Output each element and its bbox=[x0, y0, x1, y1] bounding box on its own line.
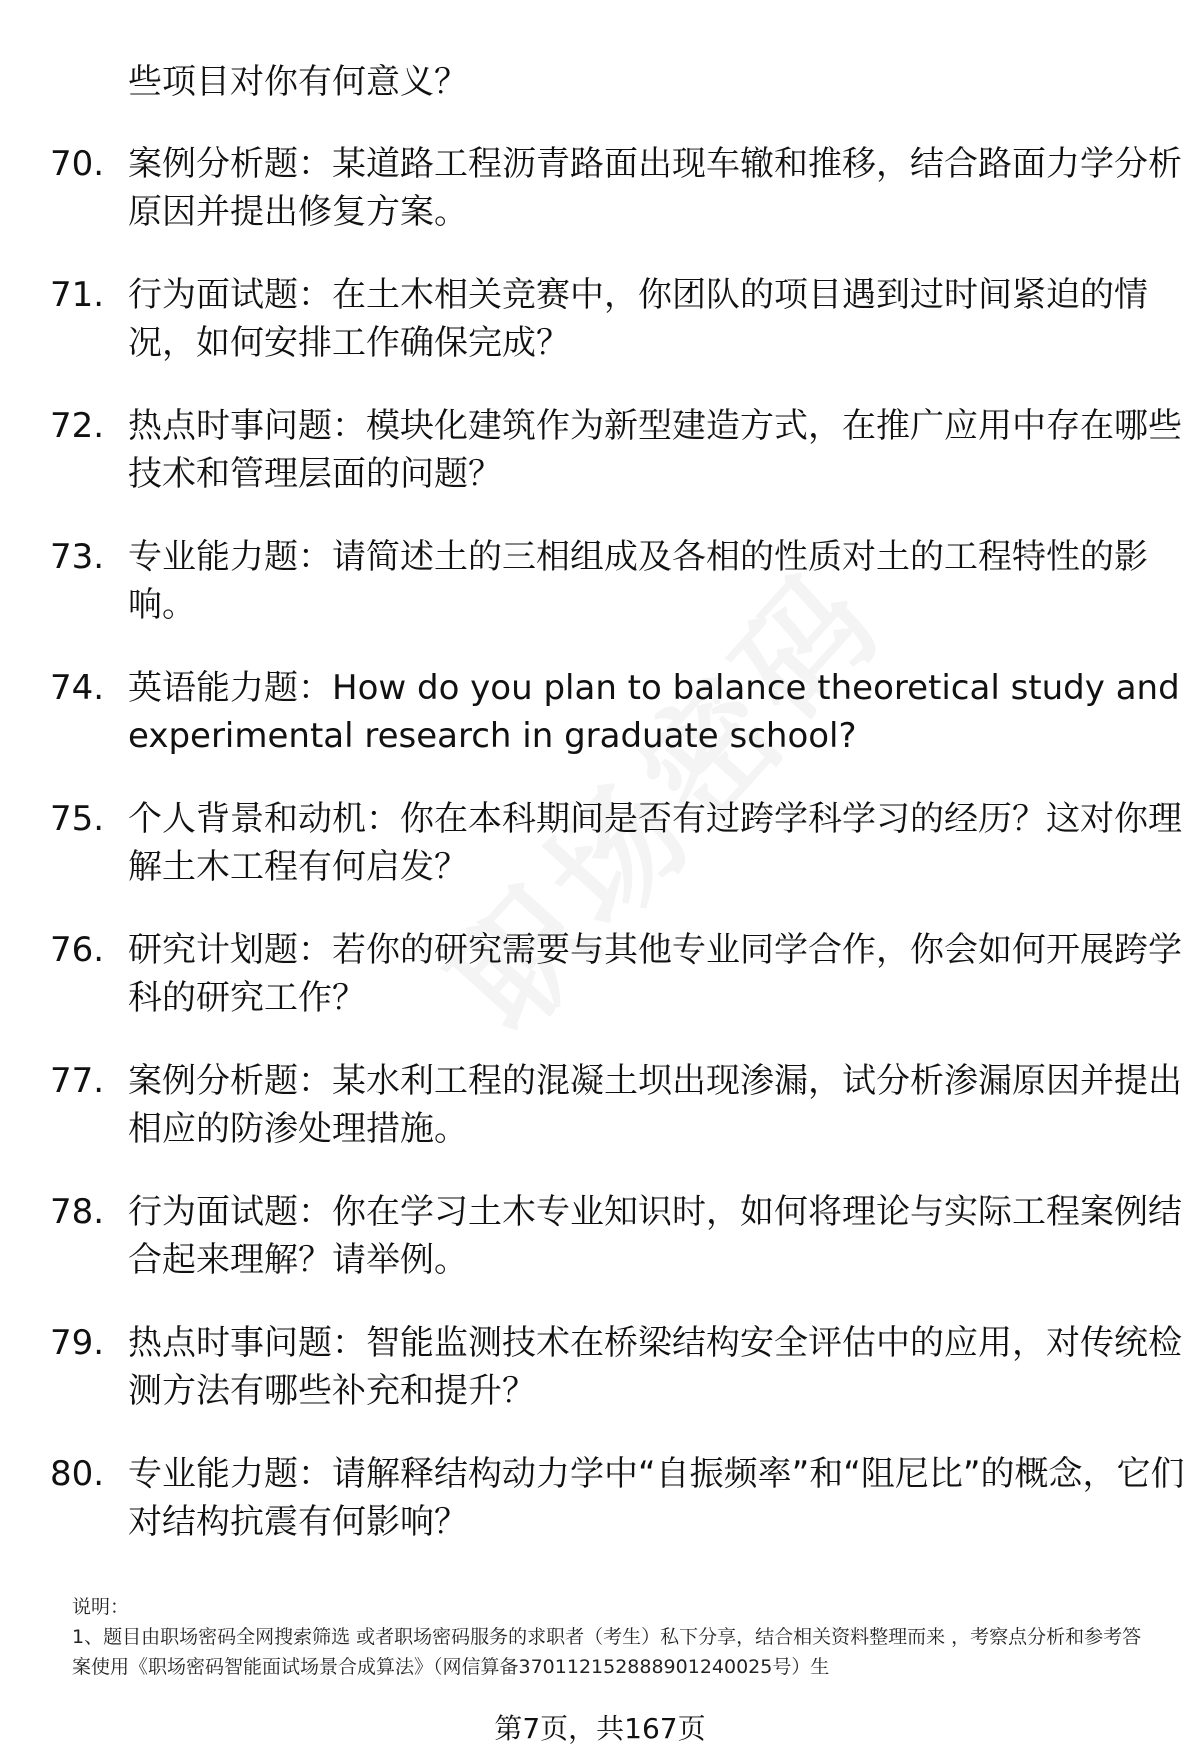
question-number: 73. bbox=[50, 537, 105, 577]
question-number: 72. bbox=[50, 406, 105, 446]
question-text: 专业能力题：请简述土的三相组成及各相的性质对土的工程特性的影响。 bbox=[128, 537, 1148, 625]
question-number: 74. bbox=[50, 668, 105, 708]
question-item bbox=[50, 1450, 1188, 1546]
question-text: 热点时事问题：模块化建筑作为新型建造方式，在推广应用中存在哪些技术和管理层面的问题？ bbox=[128, 406, 1182, 494]
question-number: 70. bbox=[50, 144, 105, 184]
question-item bbox=[50, 140, 1188, 236]
question-item bbox=[50, 533, 1188, 629]
question-list bbox=[50, 140, 1185, 1581]
question-number: 77. bbox=[50, 1061, 105, 1101]
question-number: 79. bbox=[50, 1323, 105, 1363]
question-text: 行为面试题：你在学习土木专业知识时，如何将理论与实际工程案例结合起来理解？请举例。 bbox=[128, 1192, 1182, 1280]
question-text: 案例分析题：某道路工程沥青路面出现车辙和推移，结合路面力学分析原因并提出修复方案。 bbox=[128, 144, 1182, 232]
notes-heading: 说明： bbox=[72, 1596, 130, 1618]
continuation-text: 些项目对你有何意义？ bbox=[128, 62, 468, 102]
question-text: 案例分析题：某水利工程的混凝土坝出现渗漏，试分析渗漏原因并提出相应的防渗处理措施。 bbox=[128, 1061, 1182, 1149]
notes-line: 1、题目由职场密码全网搜索筛选 或者职场密码服务的求职者（考生）私下分享，结合相关资料整理而来 ，考察点分析和参考答案使用《职场密码智能面试场景合成算法》（网信算备370112152888901240025号）生 bbox=[72, 1626, 1142, 1678]
question-item bbox=[50, 271, 1188, 367]
question-number: 76. bbox=[50, 930, 105, 970]
question-item bbox=[50, 1319, 1188, 1415]
question-text: 英语能力题：How do you plan to balance theoretical study and experimental research in graduate school? bbox=[128, 668, 1180, 756]
question-text: 专业能力题：请解释结构动力学中“自振频率”和“阻尼比”的概念，它们对结构抗震有何影响？ bbox=[128, 1454, 1185, 1542]
question-item bbox=[50, 664, 1188, 760]
question-number: 71. bbox=[50, 275, 105, 315]
question-text: 个人背景和动机：你在本科期间是否有过跨学科学习的经历？这对你理解土木工程有何启发？ bbox=[128, 799, 1182, 887]
question-text: 热点时事问题：智能监测技术在桥梁结构安全评估中的应用，对传统检测方法有哪些补充和提升？ bbox=[128, 1323, 1182, 1411]
question-text: 行为面试题：在土木相关竞赛中，你团队的项目遇到过时间紧迫的情况，如何安排工作确保完成？ bbox=[128, 275, 1148, 363]
question-item bbox=[50, 402, 1188, 498]
question-text: 研究计划题：若你的研究需要与其他专业同学合作，你会如何开展跨学科的研究工作？ bbox=[128, 930, 1182, 1018]
question-item bbox=[50, 1188, 1188, 1284]
question-item bbox=[50, 795, 1188, 891]
page-number: 第7页，共167页 bbox=[494, 1712, 706, 1745]
question-item bbox=[50, 926, 1188, 1022]
question-number: 75. bbox=[50, 799, 105, 839]
question-item bbox=[50, 1057, 1188, 1153]
question-number: 80. bbox=[50, 1454, 105, 1494]
notes-section bbox=[72, 1592, 1157, 1682]
question-number: 78. bbox=[50, 1192, 105, 1232]
